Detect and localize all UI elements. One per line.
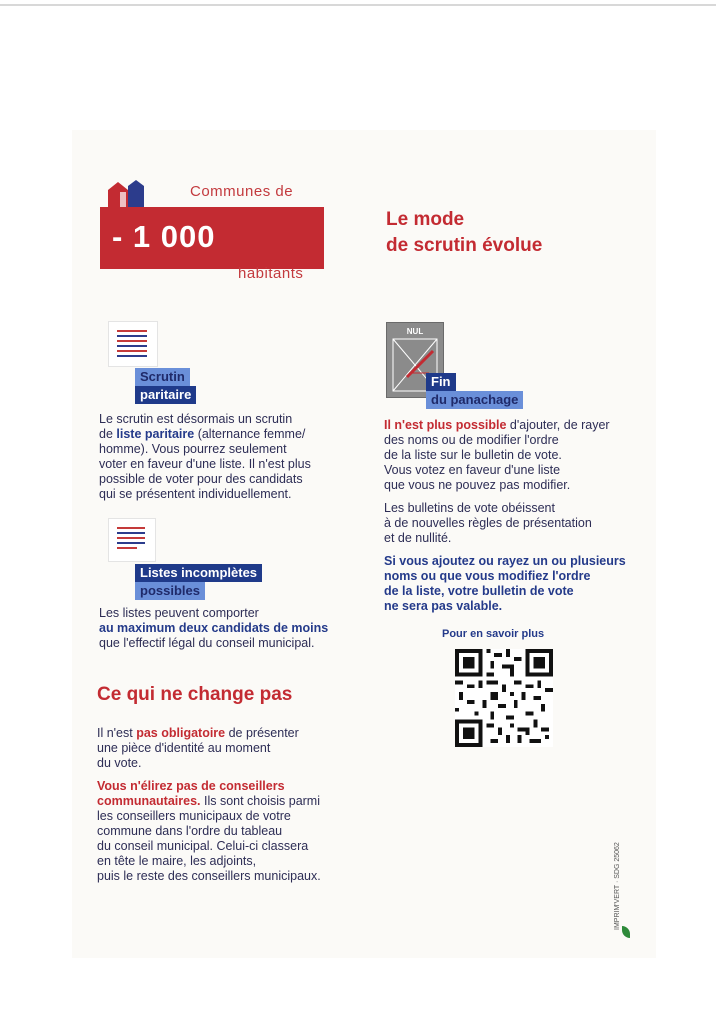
printer-mark: IMPRIM'VERT · SDG 25062	[614, 842, 621, 930]
section-title-unchanged: Ce qui ne change pas	[97, 684, 293, 705]
panachage-text: Il n'est plus possible d'ajouter, de rayer des noms ou de modifier l'ordre de la liste sur le bulletin de vote. Vous votez en faveur d'une liste que vous ne pouvez pas modifier. Les bulletins de vote obéissent à de nouvelles règles de présentation et de nullité. Si vous ajoutez ou rayez un ou plusieurs noms ou que vous modifiez l'ordre de la liste, votre bulletin de vote ne sera pas valable.	[384, 418, 626, 613]
tag-fin: Fin	[426, 373, 456, 391]
text-line: possible de voter pour des candidats	[99, 472, 303, 486]
tag-listes-incompletes: Listes incomplètes	[135, 564, 262, 582]
tag-possibles: possibles	[135, 582, 205, 600]
text-line: de liste paritaire (alternance femme/	[99, 427, 306, 441]
commune-label-bottom: habitants	[238, 265, 304, 282]
tag-scrutin: Scrutin	[135, 368, 190, 386]
tag-paritaire: paritaire	[135, 386, 196, 404]
title-line-2: de scrutin évolue	[386, 235, 543, 256]
text-line: Le scrutin est désormais un scrutin	[99, 412, 293, 426]
incomplete-list-icon	[108, 518, 156, 562]
scrutin-paritaire-text	[99, 412, 359, 502]
tag-panachage: du panachage	[426, 391, 523, 409]
text-line: qui se présentent individuellement.	[99, 487, 292, 501]
title-line-1: Le mode	[386, 209, 465, 230]
text-line: voter en faveur d'une liste. Il n'est plus	[99, 457, 311, 471]
text-line: que l'effectif légal du conseil municipal.	[99, 636, 315, 650]
ballot-list-icon	[108, 321, 158, 367]
unchanged-text: Il n'est pas obligatoire de présenter une pièce d'identité au moment du vote. Vous n'élirez pas de conseillers communautaires. Ils sont choisis parmi les conseillers municipaux de votre commune dans l'ordre du tableau du conseil municipal. Celui-ci classera en tête le maire, les adjoints, puis le reste des conseillers municipaux.	[97, 726, 321, 883]
listes-incompletes-text	[99, 606, 369, 651]
population-number: - 1 000	[112, 219, 216, 254]
text-line: homme). Vous pourrez seulement	[99, 442, 287, 456]
text-line: au maximum deux candidats de moins	[99, 621, 329, 635]
qr-code-icon[interactable]	[455, 649, 553, 747]
text-line: Les listes peuvent comporter	[99, 606, 259, 620]
page-title	[386, 207, 542, 259]
more-info-label: Pour en savoir plus	[442, 628, 545, 640]
null-ballot-label: NUL	[406, 327, 424, 336]
scan-edge-line	[0, 4, 716, 6]
commune-label-top: Communes de	[190, 183, 294, 200]
